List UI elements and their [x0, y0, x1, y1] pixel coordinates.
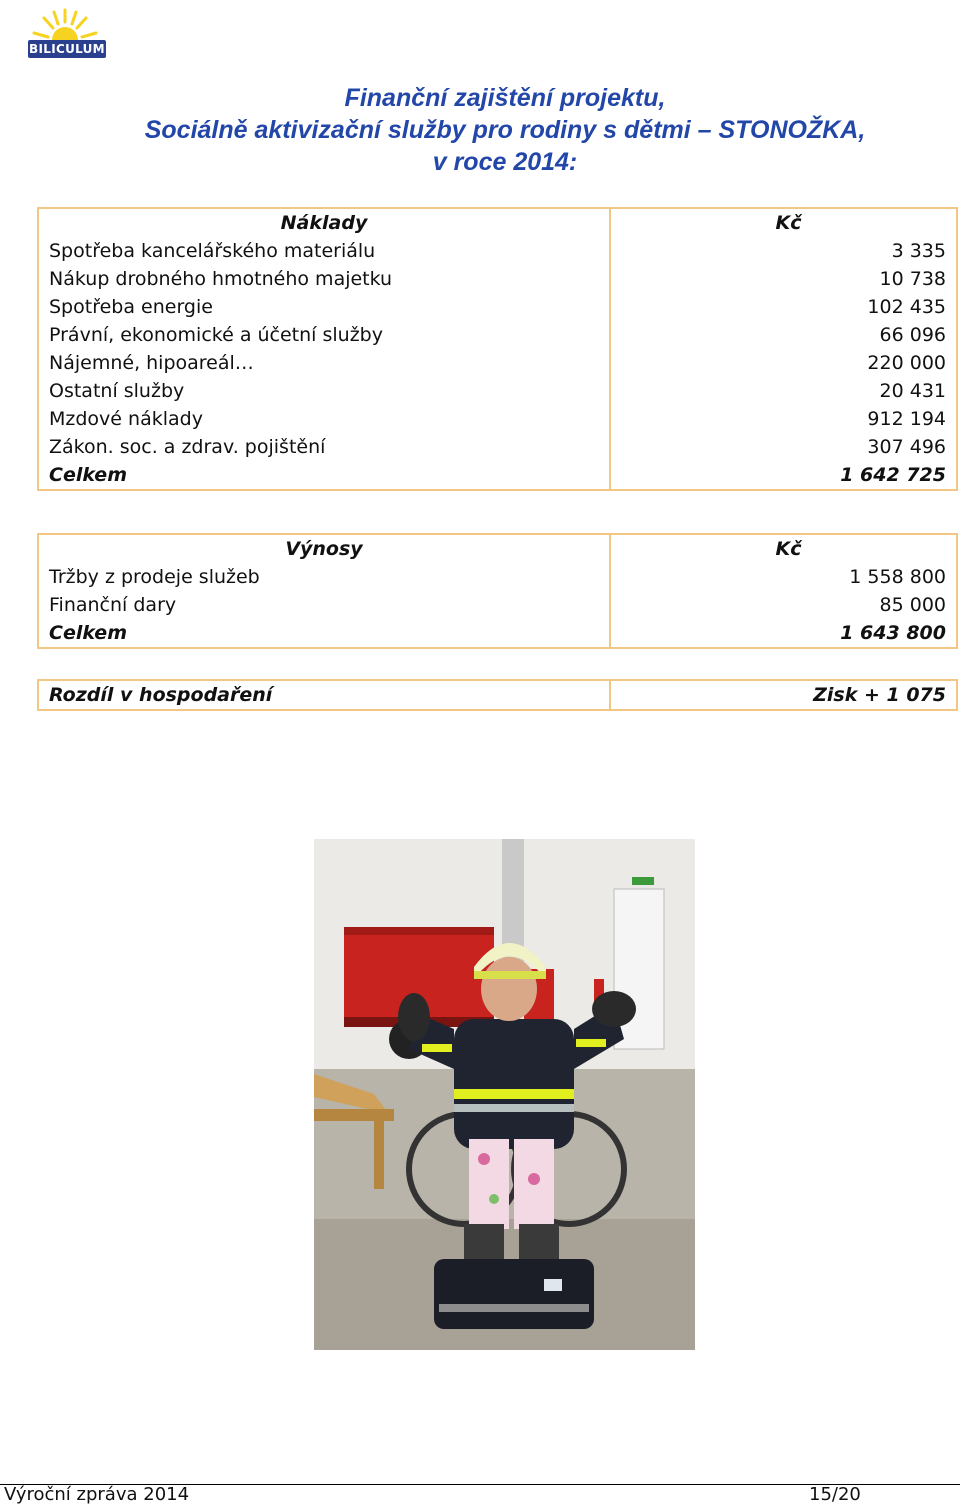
revenues-header-unit: Kč [610, 534, 957, 563]
cost-label: Zákon. soc. a zdrav. pojištění [38, 433, 610, 461]
revenues-header-label: Výnosy [38, 534, 610, 563]
cost-value: 20 431 [610, 377, 957, 405]
result-label: Rozdíl v hospodaření [38, 680, 610, 710]
cost-label: Právní, ekonomické a účetní služby [38, 321, 610, 349]
cost-label: Spotřeba energie [38, 293, 610, 321]
revenue-label: Finanční dary [38, 591, 610, 619]
table-row [38, 321, 957, 349]
page-title-line1: Finanční zajištění projektu, [344, 84, 666, 112]
cost-label: Nájemné, hipoareál… [38, 349, 610, 377]
table-row [38, 349, 957, 377]
page-title-line2: Sociálně aktivizační služby pro rodiny s dětmi – STONOŽKA, [144, 116, 866, 144]
cost-label: Nákup drobného hmotného majetku [38, 265, 610, 293]
cost-value: 102 435 [610, 293, 957, 321]
cost-label: Ostatní služby [38, 377, 610, 405]
cost-value: 912 194 [610, 405, 957, 433]
table-row [38, 563, 957, 591]
cost-value: 66 096 [610, 321, 957, 349]
table-row [38, 377, 957, 405]
revenue-value: 1 558 800 [610, 563, 957, 591]
table-row [38, 237, 957, 265]
costs-table [37, 207, 958, 491]
revenues-total-label: Celkem [38, 619, 610, 648]
costs-header-row [38, 208, 957, 237]
costs-header-label: Náklady [38, 208, 610, 237]
costs-total-row [38, 461, 957, 490]
footer-page-number: 15/20 [809, 1484, 861, 1505]
revenues-total-row [38, 619, 957, 648]
cost-value: 220 000 [610, 349, 957, 377]
cost-label: Mzdové náklady [38, 405, 610, 433]
costs-total-label: Celkem [38, 461, 610, 490]
photo-girl-in-firefighter-gear [314, 839, 695, 1350]
revenues-table [37, 533, 958, 649]
costs-total-value: 1 642 725 [610, 461, 957, 490]
cost-label: Spotřeba kancelářského materiálu [38, 237, 610, 265]
revenue-label: Tržby z prodeje služeb [38, 563, 610, 591]
table-row [38, 293, 957, 321]
costs-header-unit: Kč [610, 208, 957, 237]
biliculum-logo [20, 6, 110, 64]
table-row [38, 265, 957, 293]
result-value: Zisk + 1 075 [610, 680, 957, 710]
table-row [38, 405, 957, 433]
result-table [37, 679, 958, 711]
cost-value: 307 496 [610, 433, 957, 461]
photo-illustration [314, 839, 695, 1350]
table-row [38, 591, 957, 619]
revenue-value: 85 000 [610, 591, 957, 619]
revenues-total-value: 1 643 800 [610, 619, 957, 648]
revenues-header-row [38, 534, 957, 563]
table-row [38, 433, 957, 461]
logo-wordmark: BILICULUM [29, 42, 105, 56]
cost-value: 10 738 [610, 265, 957, 293]
result-row [38, 680, 957, 710]
footer-left-text: Výroční zpráva 2014 [4, 1484, 190, 1505]
page-title-line3: v roce 2014: [432, 148, 578, 176]
cost-value: 3 335 [610, 237, 957, 265]
